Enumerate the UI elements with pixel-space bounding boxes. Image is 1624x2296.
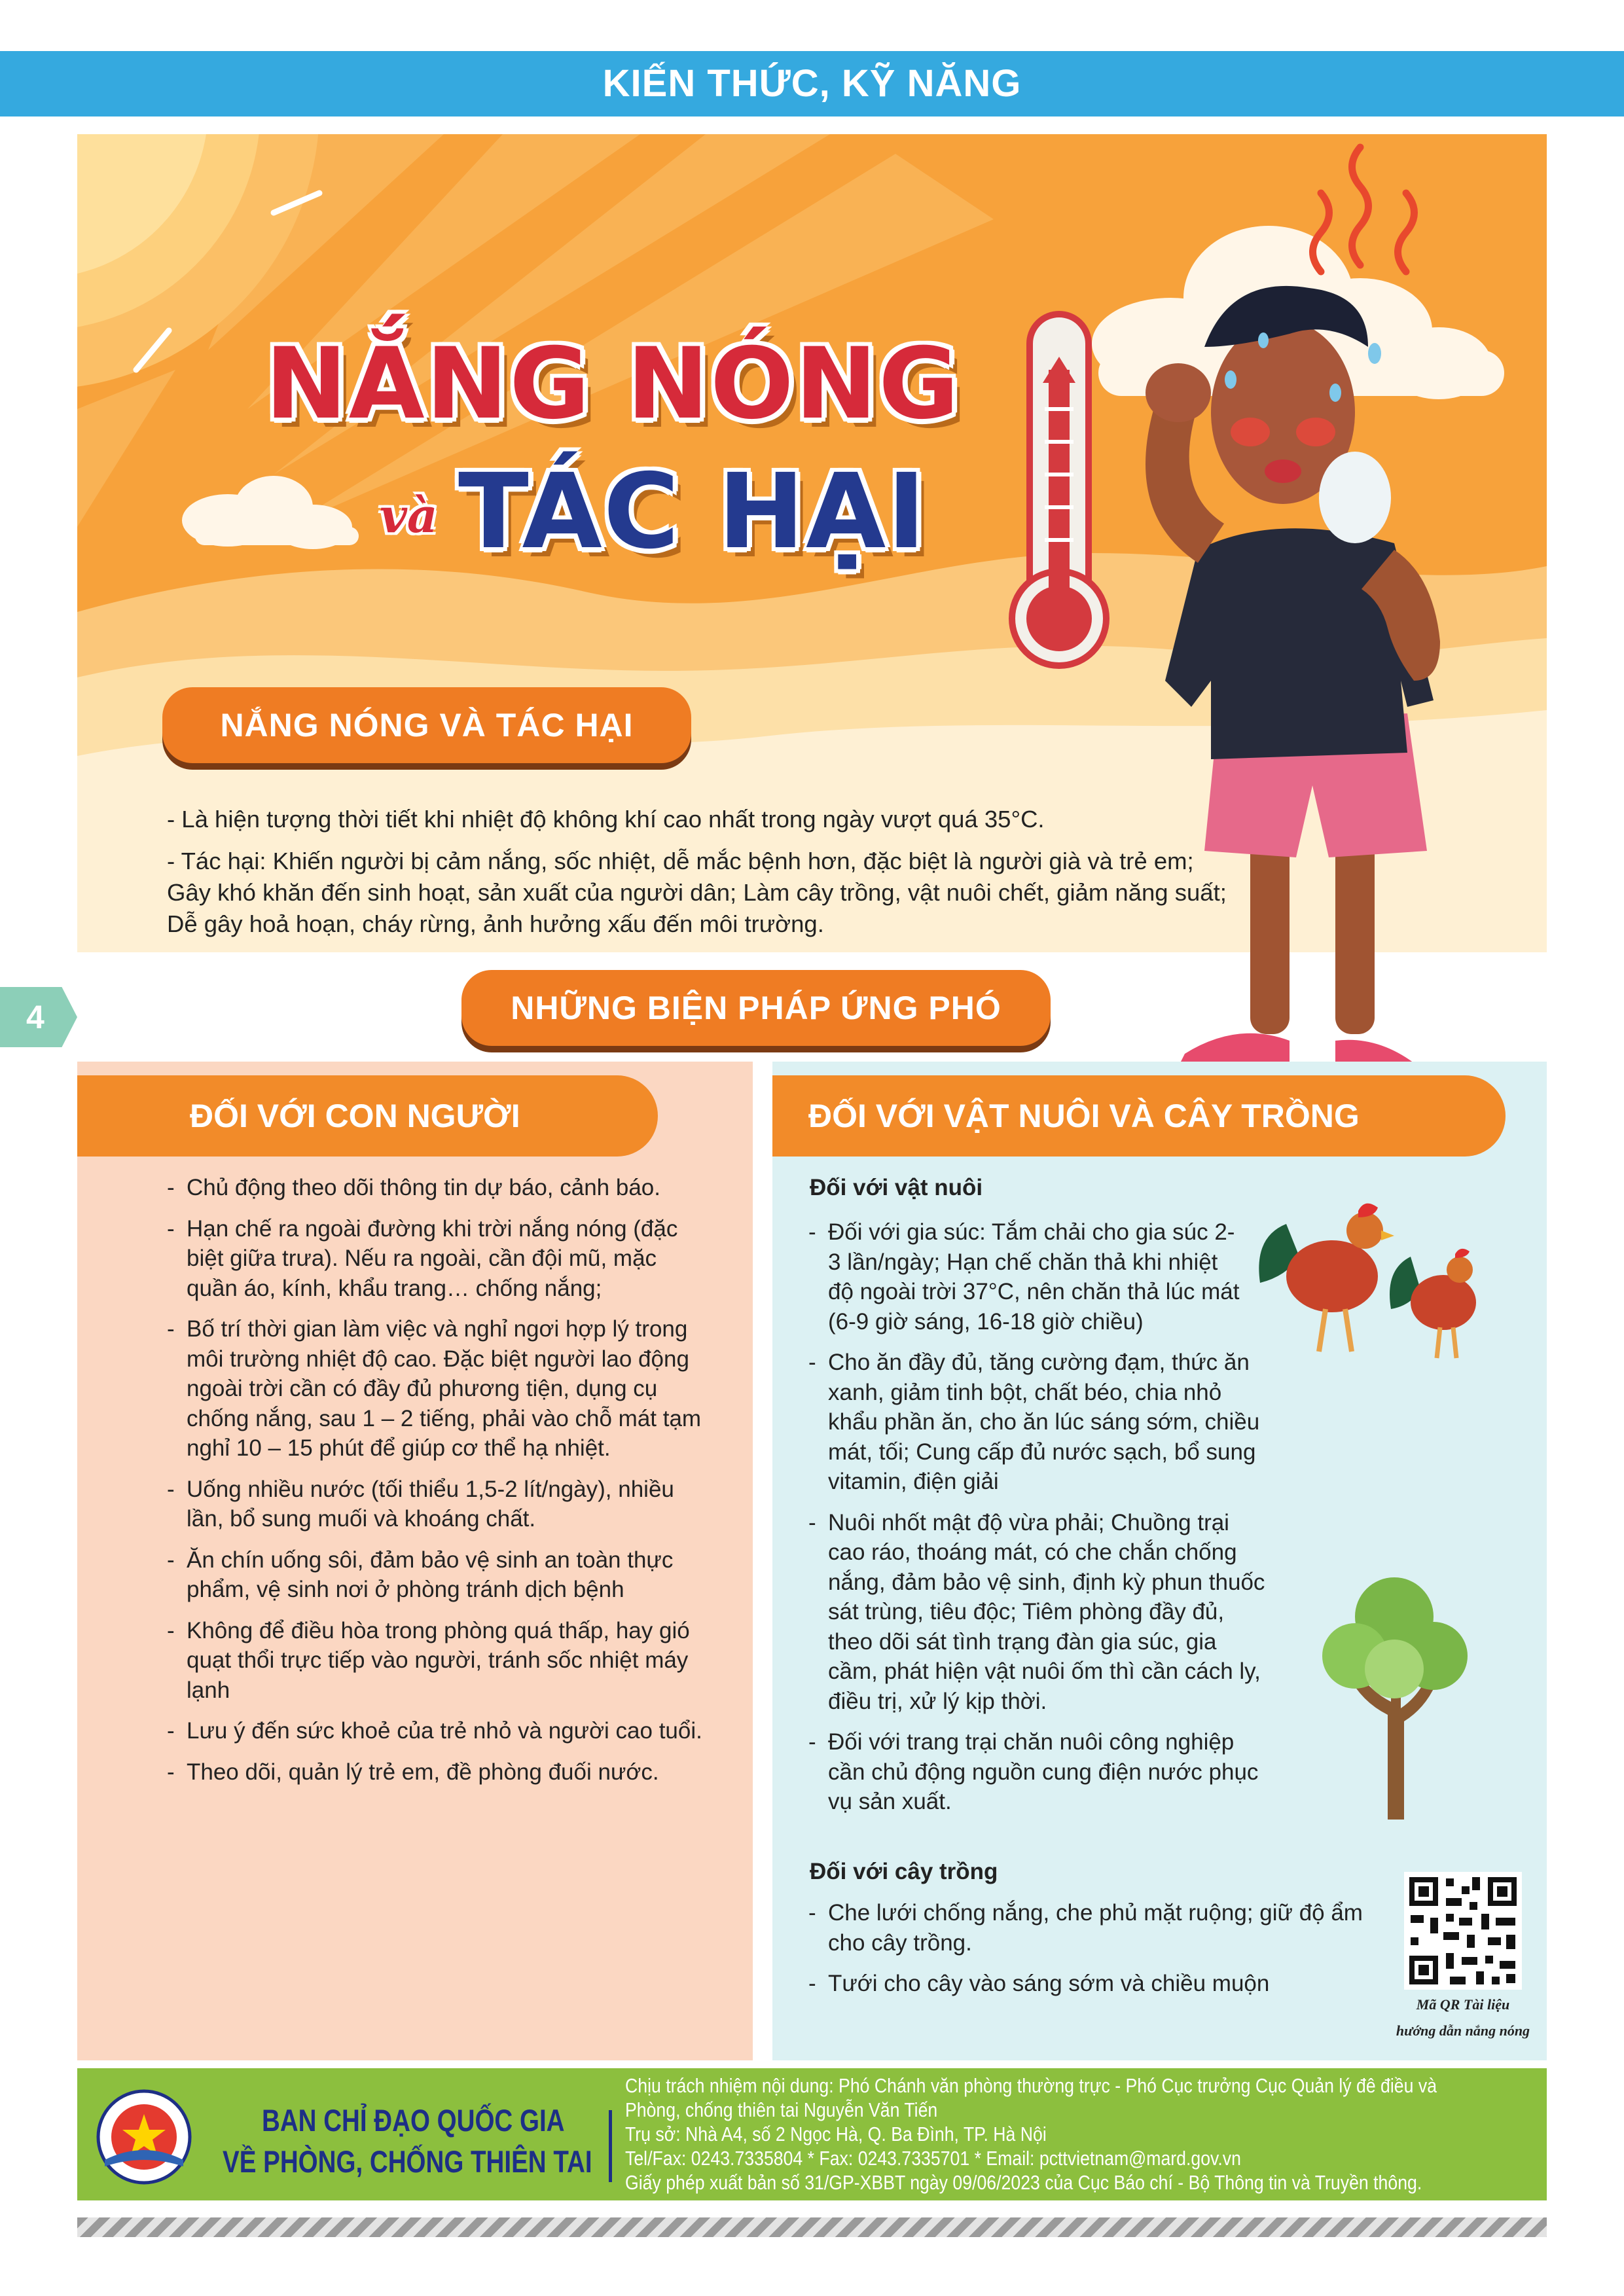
hero-bullet: - Là hiện tượng thời tiết khi nhiệt độ không khí cao nhất trong ngày vượt quá 35°C. bbox=[167, 806, 1045, 833]
tree-icon bbox=[1316, 1571, 1473, 1820]
people-measures-list bbox=[167, 1173, 704, 1798]
section-title: KIẾN THỨC, KỸ NĂNG bbox=[602, 62, 1022, 105]
section-label-heat: NẮNG NÓNG VÀ TÁC HẠI bbox=[162, 687, 691, 763]
animals-panel-title: ĐỐI VỚI VẬT NUÔI VÀ CÂY TRỒNG bbox=[808, 1098, 1360, 1134]
main-title-line2: TÁC HẠI bbox=[458, 452, 928, 572]
crops-heading: Đối với cây trồng bbox=[810, 1859, 998, 1884]
thermometer-icon bbox=[1012, 314, 1106, 666]
overheated-boy-illustration bbox=[1100, 262, 1519, 1113]
footer-info-line: Trụ sở: Nhà A4, số 2 Ngọc Hà, Q. Ba Đình, TP. Hà Nội bbox=[625, 2123, 1047, 2145]
crops-measures-list bbox=[808, 1898, 1384, 2010]
organization-name-line1: BAN CHỈ ĐẠO QUỐC GIA bbox=[262, 2103, 565, 2138]
people-panel-title: ĐỐI VỚI CON NGƯỜI bbox=[190, 1098, 520, 1134]
qr-code-icon bbox=[1404, 1872, 1522, 1990]
list-item: - Đối với gia súc: Tắm chải cho gia súc 2-3 lần/ngày; Hạn chế chăn thả khi nhiệt độ ngoài trời 37°C, nên chăn thả lúc mát (6-9 giờ sáng, 16-18 giờ chiều) bbox=[808, 1217, 1247, 1336]
list-item: - Đối với trang trại chăn nuôi công nghiệp cần chủ động nguồn cung điện nước phục vụ sản xuất. bbox=[808, 1727, 1267, 1817]
list-item: - Chủ động theo dõi thông tin dự báo, cảnh báo. bbox=[167, 1173, 704, 1203]
list-item: - Cho ăn đầy đủ, tăng cường đạm, thức ăn xanh, giảm tinh bột, chất béo, chia nhỏ khẩu phần ăn, cho ăn lúc sáng sớm, chiều mát, tối; Cung cấp đủ nước sạch, bổ sung vitamin, điện giải bbox=[808, 1348, 1267, 1497]
list-item: - Nuôi nhốt mật độ vừa phải; Chuồng trại cao ráo, thoáng mát, có che chắn chống nắng, đảm bảo vệ sinh, định kỳ phun thuốc sát trùng, tiêu độc; Tiêm phòng đầy đủ, theo dõi sát tình trạng đàn gia súc, gia cầm, phát hiện vật nuôi ốm thì cần cách ly, điều trị, xử lý kịp thời. bbox=[808, 1508, 1267, 1717]
footer-info-line: Chịu trách nhiệm nội dung: Phó Chánh văn phòng thường trực - Phó Cục trưởng Cục Quản lý đê điều và bbox=[625, 2074, 1437, 2097]
page-number: 4 bbox=[26, 999, 45, 1035]
footer-info-line: Phòng, chống thiên tai Nguyễn Văn Tiến bbox=[625, 2098, 938, 2121]
livestock-heading: Đối với vật nuôi bbox=[810, 1175, 983, 1200]
rooster-icon bbox=[1247, 1198, 1496, 1368]
list-item: - Theo dõi, quản lý trẻ em, đề phòng đuối nước. bbox=[167, 1757, 704, 1787]
footer-divider bbox=[609, 2110, 612, 2182]
list-item: - Uống nhiều nước (tối thiểu 1,5-2 lít/ngày), nhiều lần, bổ sung muối và khoáng chất. bbox=[167, 1475, 704, 1534]
footer-info-line: Tel/Fax: 0243.7335804 * Fax: 0243.7335701 * Email: pcttvietnam@mard.gov.vn bbox=[625, 2147, 1241, 2170]
main-title-line1: NẮNG NÓNG bbox=[265, 327, 961, 441]
list-item: - Hạn chế ra ngoài đường khi trời nắng nóng (đặc biệt giữa trưa). Nếu ra ngoài, cần đội mũ, mặc quần áo, kính, khẩu trang… chống nắng; bbox=[167, 1214, 704, 1304]
main-title-connector: và bbox=[380, 488, 438, 543]
list-item: - Bố trí thời gian làm việc và nghỉ ngơi hợp lý trong môi trường nhiệt độ cao. Đặc biệt người lao động ngoài trời cần có đầy đủ phương tiện, dụng cụ chống nắng, sau 1 – 2 tiếng, phải vào chỗ mát tạm nghỉ 10 – 15 phút để giúp cơ thể hạ nhiệt. bbox=[167, 1314, 704, 1463]
footer-info-line: Giấy phép xuất bản số 31/GP-XBBT ngày 09/06/2023 của Cục Báo chí - Bộ Thông tin và Truyền thông. bbox=[625, 2171, 1422, 2194]
list-item: - Che lưới chống nắng, che phủ mặt ruộng; giữ độ ẩm cho cây trồng. bbox=[808, 1898, 1384, 1958]
organization-logo bbox=[92, 2088, 196, 2186]
decorative-stripe bbox=[77, 2217, 1547, 2237]
list-item: - Ăn chín uống sôi, đảm bảo vệ sinh an toàn thực phẩm, vệ sinh nơi ở phòng tránh dịch bệnh bbox=[167, 1545, 704, 1605]
organization-name-line2: VỀ PHÒNG, CHỐNG THIÊN TAI bbox=[223, 2144, 592, 2179]
qr-caption: Mã QR Tài liệu bbox=[1416, 1996, 1510, 2013]
hero-bullet: - Tác hại: Khiến người bị cảm nắng, sốc nhiệt, dễ mắc bệnh hơn, đặc biệt là người già và trẻ em; Gây khó khăn đến sinh hoạt, sản xuất của người dân; Làm cây trồng, vật nuôi chết, giảm năng suất; Dễ gây hoả hoạn, cháy rừng, ảnh hưởng xấu đến môi trường. bbox=[167, 848, 1227, 937]
qr-caption: hướng dẫn nắng nóng bbox=[1396, 2022, 1530, 2039]
list-item: - Lưu ý đến sức khoẻ của trẻ nhỏ và người cao tuổi. bbox=[167, 1716, 704, 1746]
section-label-measures: NHỮNG BIỆN PHÁP ỨNG PHÓ bbox=[461, 970, 1051, 1046]
livestock-measures-list bbox=[808, 1217, 1267, 1828]
list-item: - Tưới cho cây vào sáng sớm và chiều muộn bbox=[808, 1969, 1384, 1999]
cloud-icon bbox=[182, 476, 359, 549]
list-item: - Không để điều hòa trong phòng quá thấp, hay gió quạt thổi trực tiếp vào người, tránh sốc nhiệt máy lạnh bbox=[167, 1616, 704, 1706]
